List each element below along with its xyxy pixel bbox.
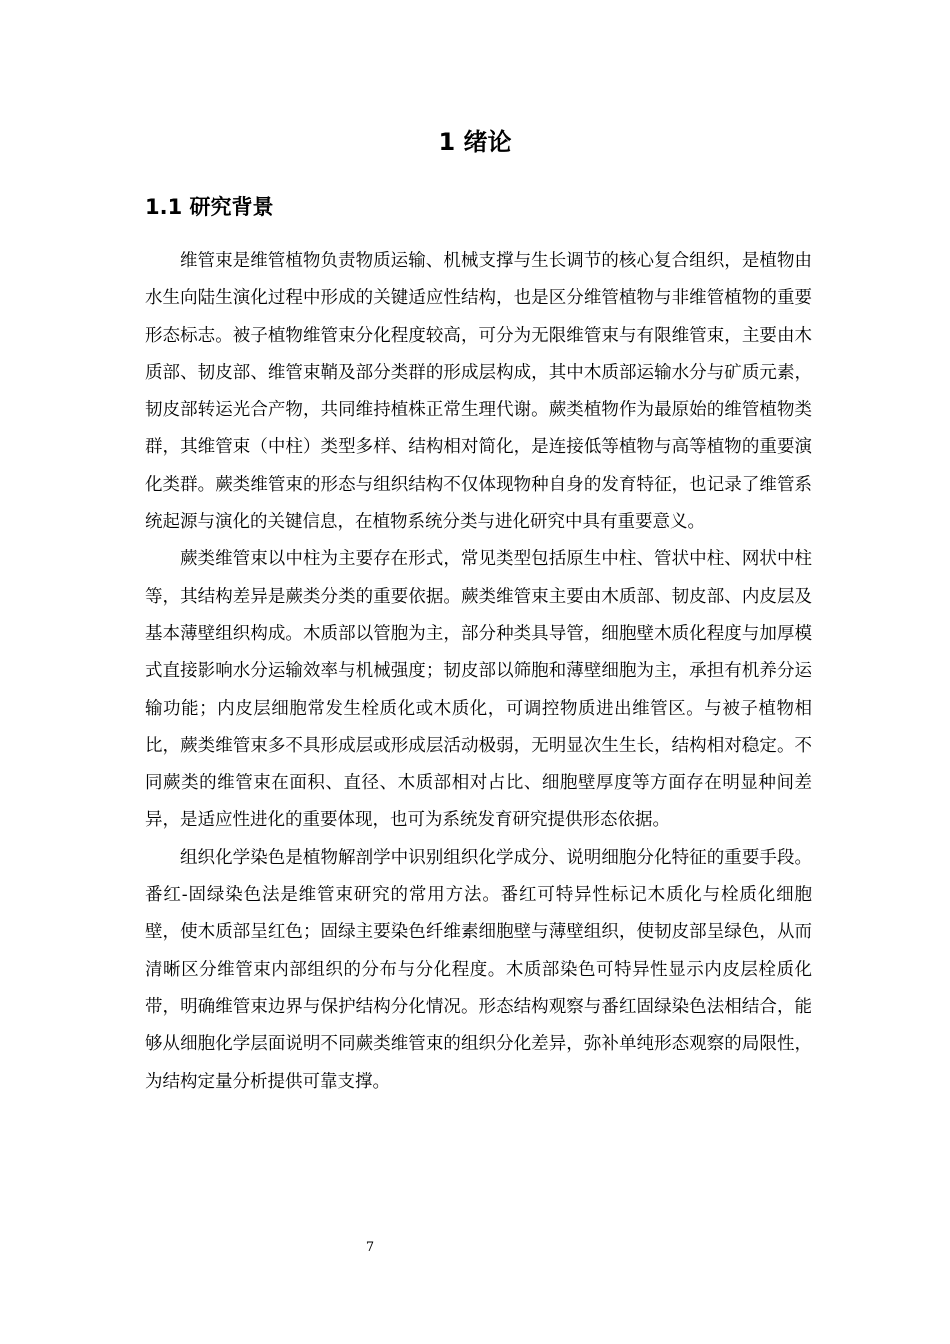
paragraph-vascular-bundle-overview: 维管束是维管植物负责物质运输、机械支撑与生长调节的核心复合组织，是植物由水生向陆生演化过程中形成的关键适应性结构，也是区分维管植物与非维管植物的重要形态标志。被子植物维管束分化程度较高，可分为无限维管束与有限维管束，主要由木质部、韧皮部、维管束鞘及部分类群的形成层构成，其中木质部运输水分与矿质元素，韧皮部转运光合产物，共同维持植株正常生理代谢。蕨类植物作为最原始的维管植物类群，其维管束（中柱）类型多样、结构相对简化，是连接低等植物与高等植物的重要演化类群。蕨类维管束的形态与组织结构不仅体现物种自身的发育特征，也记录了维管系统起源与演化的关键信息，在植物系统分类与进化研究中具有重要意义。 xyxy=(145,251,812,533)
chapter-title: 1 绪论 xyxy=(438,128,512,156)
section-title: 1.1 研究背景 xyxy=(145,195,274,219)
body-text xyxy=(145,243,812,1101)
paragraph-staining-method: 组织化学染色是植物解剖学中识别组织化学成分、说明细胞分化特征的重要手段。番红-固绿染色法是维管束研究的常用方法。番红可特异性标记木质化与栓质化细胞壁，使木质部呈红色；固绿主要染色纤维素细胞壁与薄壁组织，使韧皮部呈绿色，从而清晰区分维管束内部组织的分布与分化程度。木质部染色可特异性显示内皮层栓质化带，明确维管束边界与保护结构分化情况。形态结构观察与番红固绿染色法相结合，能够从细胞化学层面说明不同蕨类维管束的组织分化差异，弥补单纯形态观察的局限性，为结构定量分析提供可靠支撑。 xyxy=(145,847,812,1092)
paragraph-fern-stele-structure: 蕨类维管束以中柱为主要存在形式，常见类型包括原生中柱、管状中柱、网状中柱等，其结构差异是蕨类分类的重要依据。蕨类维管束主要由木质部、韧皮部、内皮层及基本薄壁组织构成。木质部以管胞为主，部分种类具导管，细胞壁木质化程度与加厚模式直接影响水分运输效率与机械强度；韧皮部以筛胞和薄壁细胞为主，承担有机养分运输功能；内皮层细胞常发生栓质化或木质化，可调控物质进出维管区。与被子植物相比，蕨类维管束多不具形成层或形成层活动极弱，无明显次生生长，结构相对稳定。不同蕨类的维管束在面积、直径、木质部相对占比、细胞壁厚度等方面存在明显种间差异，是适应性进化的重要体现，也可为系统发育研究提供形态依据。 xyxy=(145,549,812,831)
page-number: 7 xyxy=(365,1240,375,1255)
